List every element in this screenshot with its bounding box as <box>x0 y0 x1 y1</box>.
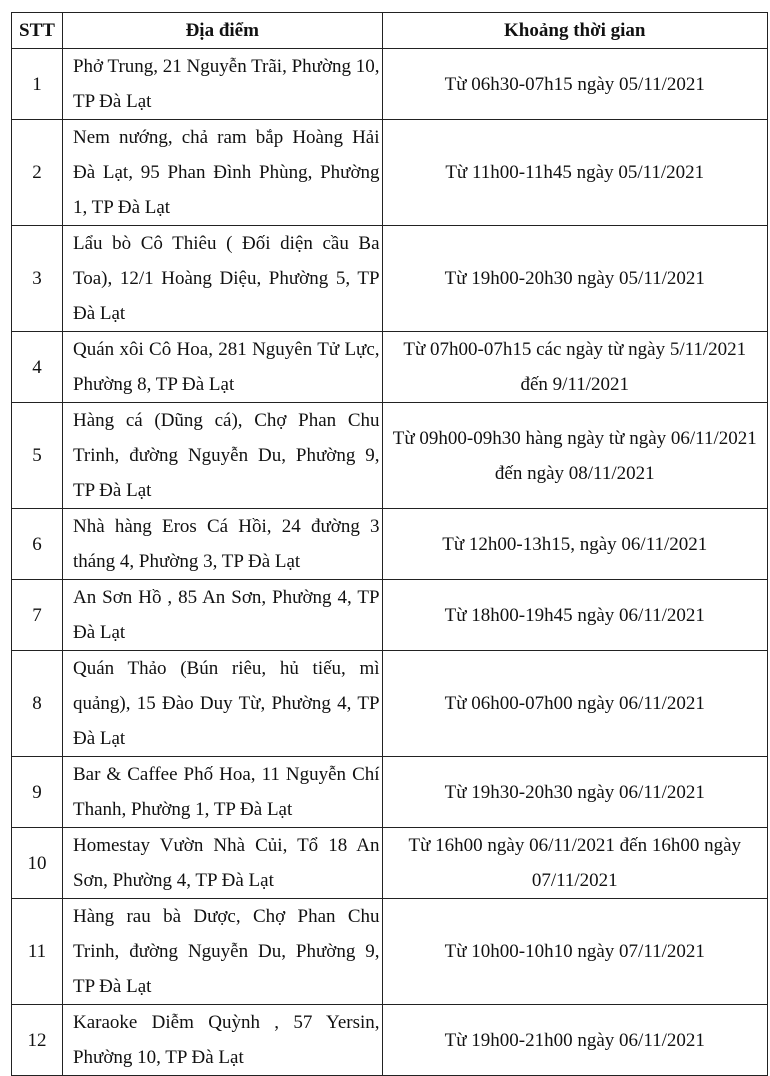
row-number: 11 <box>12 899 63 1005</box>
row-location: Nem nướng, chả ram bắp Hoàng Hải Đà Lạt, 95 Phan Đình Phùng, Phường 1, TP Đà Lạt <box>62 120 382 226</box>
row-location: Phở Trung, 21 Nguyễn Trãi, Phường 10, TP Đà Lạt <box>62 49 382 120</box>
row-time: Từ 07h00-07h15 các ngày từ ngày 5/11/2021 đến 9/11/2021 <box>382 332 767 403</box>
row-location: An Sơn Hồ , 85 An Sơn, Phường 4, TP Đà Lạt <box>62 580 382 651</box>
table-row <box>12 899 768 1005</box>
table-row <box>12 580 768 651</box>
location-schedule-table <box>11 12 768 1076</box>
table-row <box>12 403 768 509</box>
row-location: Karaoke Diễm Quỳnh , 57 Yersin, Phường 10, TP Đà Lạt <box>62 1005 382 1076</box>
row-number: 12 <box>12 1005 63 1076</box>
row-location: Hàng rau bà Dược, Chợ Phan Chu Trinh, đường Nguyễn Du, Phường 9, TP Đà Lạt <box>62 899 382 1005</box>
row-time: Từ 19h00-20h30 ngày 05/11/2021 <box>382 226 767 332</box>
row-location: Quán Thảo (Bún riêu, hủ tiếu, mì quảng), 15 Đào Duy Từ, Phường 4, TP Đà Lạt <box>62 651 382 757</box>
table-row <box>12 509 768 580</box>
table-row <box>12 120 768 226</box>
table-row <box>12 1005 768 1076</box>
table-row <box>12 651 768 757</box>
header-location: Địa điểm <box>62 13 382 49</box>
header-time: Khoảng thời gian <box>382 13 767 49</box>
header-stt: STT <box>12 13 63 49</box>
row-time: Từ 06h30-07h15 ngày 05/11/2021 <box>382 49 767 120</box>
row-number: 7 <box>12 580 63 651</box>
row-number: 2 <box>12 120 63 226</box>
row-number: 6 <box>12 509 63 580</box>
row-number: 5 <box>12 403 63 509</box>
row-location: Bar & Caffee Phố Hoa, 11 Nguyễn Chí Thanh, Phường 1, TP Đà Lạt <box>62 757 382 828</box>
row-time: Từ 09h00-09h30 hàng ngày từ ngày 06/11/2021 đến ngày 08/11/2021 <box>382 403 767 509</box>
table-row <box>12 332 768 403</box>
row-location: Quán xôi Cô Hoa, 281 Nguyên Tử Lực, Phường 8, TP Đà Lạt <box>62 332 382 403</box>
row-location: Nhà hàng Eros Cá Hồi, 24 đường 3 tháng 4, Phường 3, TP Đà Lạt <box>62 509 382 580</box>
row-number: 3 <box>12 226 63 332</box>
row-number: 4 <box>12 332 63 403</box>
row-number: 10 <box>12 828 63 899</box>
row-time: Từ 16h00 ngày 06/11/2021 đến 16h00 ngày 07/11/2021 <box>382 828 767 899</box>
row-location: Homestay Vườn Nhà Củi, Tổ 18 An Sơn, Phường 4, TP Đà Lạt <box>62 828 382 899</box>
row-number: 9 <box>12 757 63 828</box>
row-time: Từ 06h00-07h00 ngày 06/11/2021 <box>382 651 767 757</box>
row-time: Từ 10h00-10h10 ngày 07/11/2021 <box>382 899 767 1005</box>
row-number: 8 <box>12 651 63 757</box>
row-number: 1 <box>12 49 63 120</box>
header-row <box>12 13 768 49</box>
row-time: Từ 11h00-11h45 ngày 05/11/2021 <box>382 120 767 226</box>
table-row <box>12 49 768 120</box>
table-row <box>12 226 768 332</box>
table-row <box>12 757 768 828</box>
row-time: Từ 18h00-19h45 ngày 06/11/2021 <box>382 580 767 651</box>
row-location: Hàng cá (Dũng cá), Chợ Phan Chu Trinh, đường Nguyễn Du, Phường 9, TP Đà Lạt <box>62 403 382 509</box>
table-row <box>12 828 768 899</box>
row-time: Từ 19h00-21h00 ngày 06/11/2021 <box>382 1005 767 1076</box>
row-time: Từ 19h30-20h30 ngày 06/11/2021 <box>382 757 767 828</box>
row-time: Từ 12h00-13h15, ngày 06/11/2021 <box>382 509 767 580</box>
row-location: Lẩu bò Cô Thiêu ( Đối diện cầu Ba Toa), 12/1 Hoàng Diệu, Phường 5, TP Đà Lạt <box>62 226 382 332</box>
